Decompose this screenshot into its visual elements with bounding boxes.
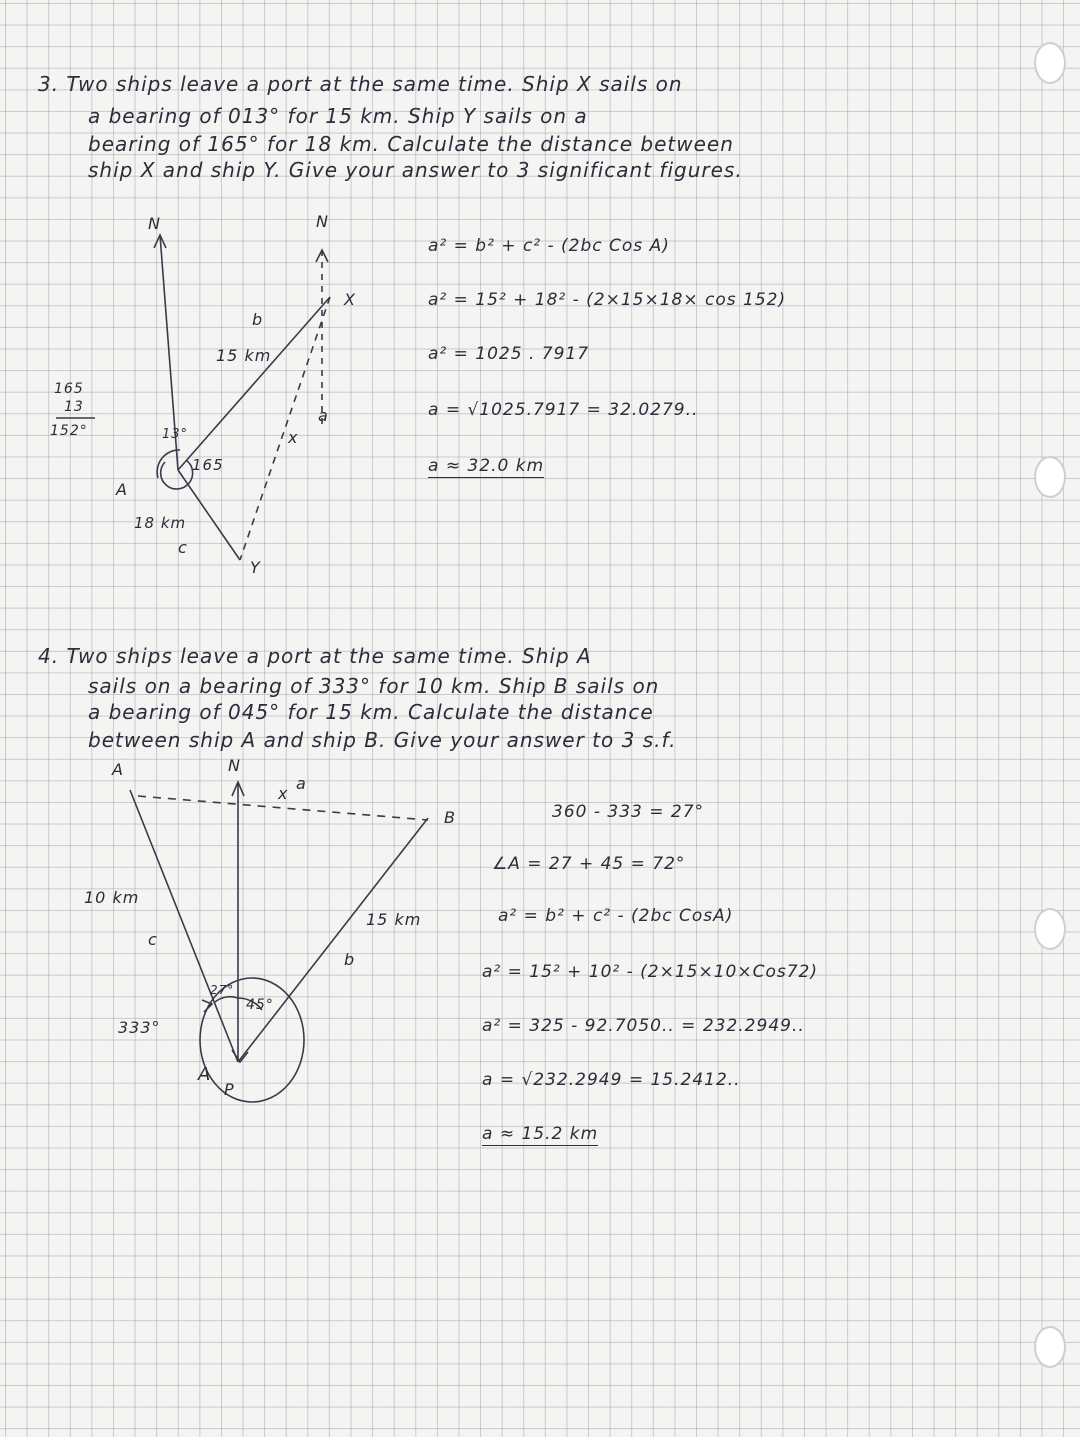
q4-label-a: a <box>296 774 307 793</box>
q4-work-line-4: a² = 15² + 10² - (2×15×10×Cos72) <box>482 962 819 982</box>
q4-angle-arc-27 <box>215 997 238 1002</box>
q3-work-line-1: a² = b² + c² - (2bc Cos A) <box>428 236 670 256</box>
q4-label-b: b <box>344 950 356 969</box>
q3-angle-165: 165 <box>192 456 224 474</box>
q4-answer: a ≈ 15.2 km <box>482 1124 599 1144</box>
q4-text-line3: a bearing of 045° for 15 km. Calculate the distance <box>88 700 654 724</box>
q4-angle-45: 45° <box>246 997 274 1013</box>
q3-label-a-side: a <box>318 406 329 425</box>
q4-distance-a: 10 km <box>84 888 140 907</box>
q4-work-line-5: a² = 325 - 92.7050.. = 232.2949.. <box>482 1016 805 1036</box>
q3-label-x: x <box>288 428 299 447</box>
q3-north-label-2: N <box>316 212 329 231</box>
q4-big-a-label: A <box>198 1064 212 1085</box>
q4-angle-27: 27° <box>210 983 235 997</box>
q3-angle-13: 13° <box>162 427 189 442</box>
q3-north-label-1: N <box>148 214 161 233</box>
q3-text-line4: ship X and ship Y. Give your answer to 3 significant figures. <box>88 158 743 182</box>
q3-label-c: c <box>178 538 188 557</box>
q3-text-line2: a bearing of 013° for 15 km. Ship Y sails on a <box>88 104 588 128</box>
q3-ship-x-label: X <box>344 290 356 309</box>
q4-work-line-3: a² = b² + c² - (2bc CosA) <box>498 906 734 926</box>
q4-ship-b-label: B <box>444 808 456 827</box>
q3-calc-165: 165 <box>54 381 84 397</box>
q3-calc-13: 13 <box>64 399 84 415</box>
q3-distance-x: 15 km <box>216 346 272 365</box>
q3-work-line-2: a² = 15² + 18² - (2×15×18× cos 152) <box>428 290 787 310</box>
q4-text-line2: sails on a bearing of 333° for 10 km. Ship B sails on <box>88 674 660 698</box>
q4-north-label: N <box>228 756 241 775</box>
q3-answer: a ≈ 32.0 km <box>428 456 545 476</box>
q3-work-line-4: a = √1025.7917 = 32.0279.. <box>428 400 699 420</box>
q4-label-x: x <box>278 784 289 803</box>
q3-label-b: b <box>252 310 264 329</box>
q4-ship-a-label: A <box>112 760 124 779</box>
q4-text-line1: 4. Two ships leave a port at the same time. Ship A <box>38 644 592 668</box>
q4-angle-333: 333° <box>118 1018 161 1037</box>
q3-distance-y: 18 km <box>134 514 187 532</box>
q4-label-c: c <box>148 930 158 949</box>
q4-work-line-6: a = √232.2949 = 15.2412.. <box>482 1070 741 1090</box>
q4-distance-b: 15 km <box>366 910 422 929</box>
q4-work-line-1: 360 - 333 = 27° <box>552 802 705 822</box>
q4-port-label: P <box>224 1080 235 1099</box>
q3-work-line-3: a² = 1025 . 7917 <box>428 344 590 364</box>
q3-calc-152: 152° <box>50 423 88 439</box>
q3-ship-y-label: Y <box>250 558 261 577</box>
q4-text-line4: between ship A and ship B. Give your answer to 3 s.f. <box>88 728 677 752</box>
q3-text-line3: bearing of 165° for 18 km. Calculate the distance between <box>88 132 734 156</box>
q3-label-a: A <box>116 480 128 499</box>
q4-line-to-b <box>238 818 428 1062</box>
q3-text-line1: 3. Two ships leave a port at the same time. Ship X sails on <box>38 72 683 96</box>
q4-work-line-2: ∠A = 27 + 45 = 72° <box>492 854 686 874</box>
